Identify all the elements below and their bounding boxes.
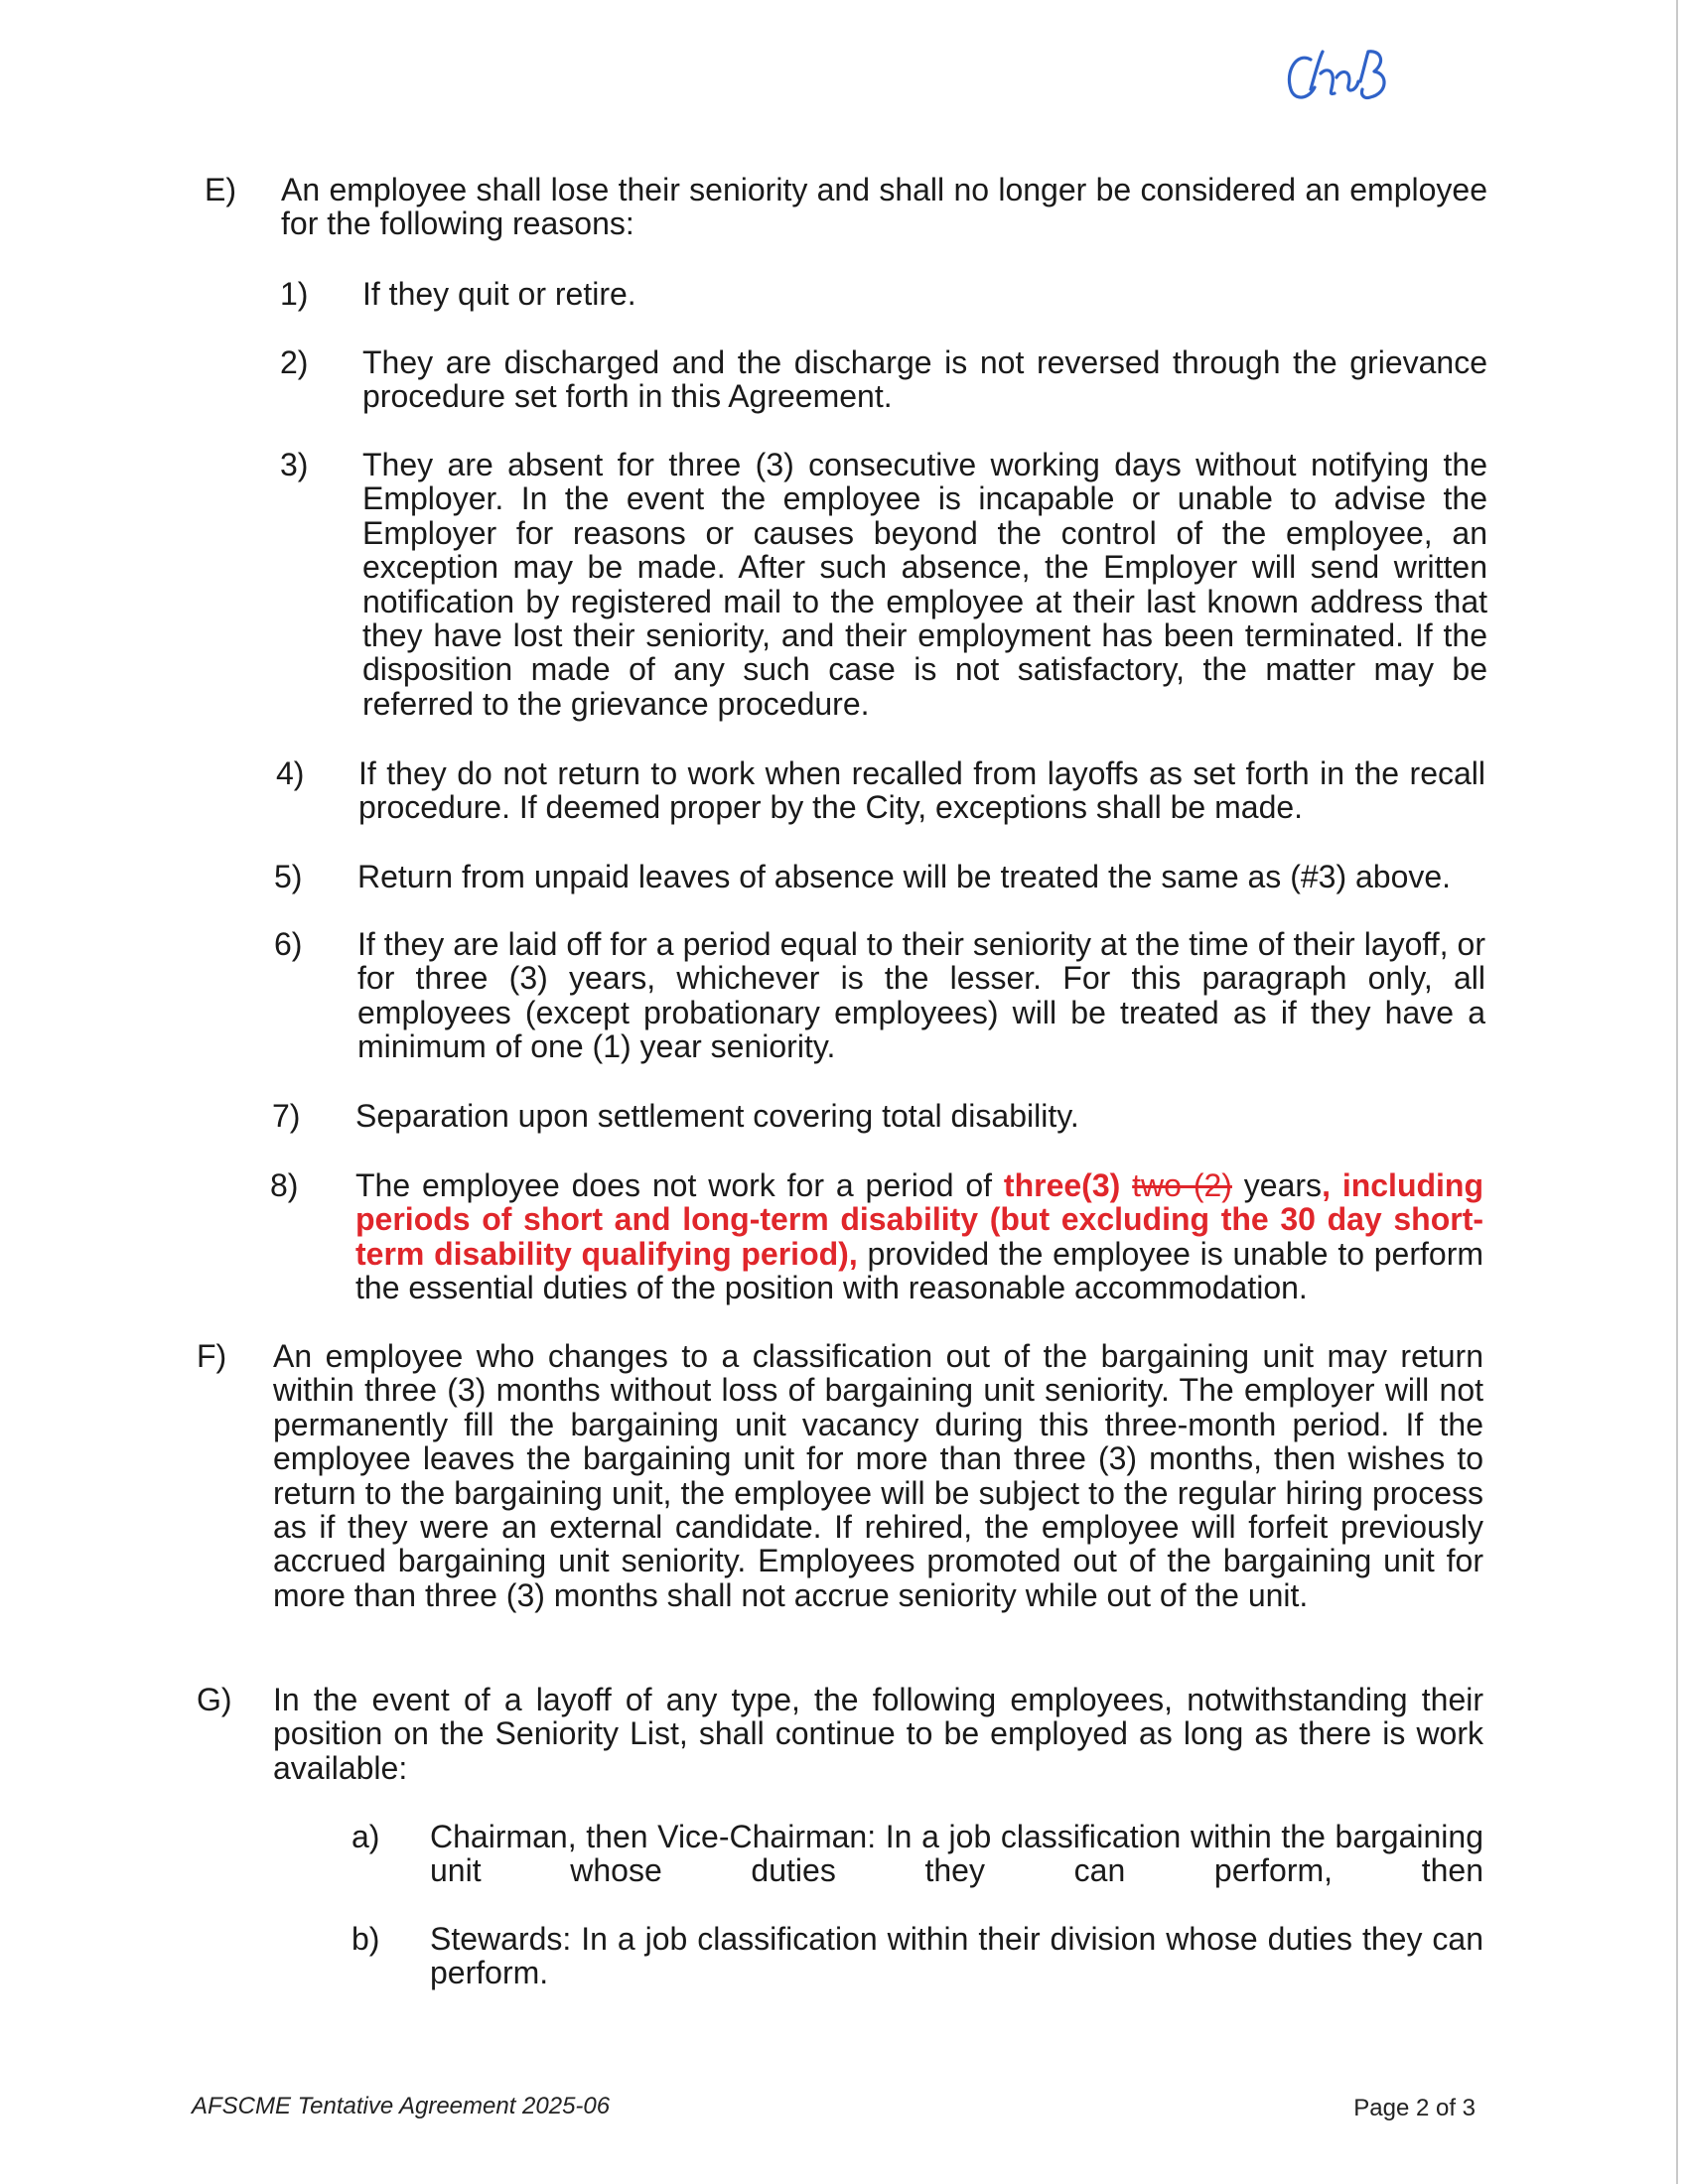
item-text: Return from unpaid leaves of absence will be treated the same as (#3) above. xyxy=(357,859,1452,894)
item-label: 3) xyxy=(280,447,309,482)
section-f xyxy=(197,1339,1483,1612)
list-item-e2 xyxy=(280,345,1487,414)
item-text-part: The employee does not work for a period of xyxy=(355,1167,1004,1203)
scan-edge-line xyxy=(1676,0,1678,2184)
item-text: They are absent for three (3) consecutive working days without notifying the Employer. In the event the employee is incapable or unable to advise the Employer for reasons or causes beyond the control of the employee, an exception may be made. After such absence, the Employer will send written notification by registered mail to the employee at their last known address that they have lost their seniority, and their employment has been terminated. If the disposition made of any such case is not satisfactory, the matter may be referred to the grievance procedure. xyxy=(362,447,1487,722)
deleted-text: two (2) xyxy=(1132,1167,1232,1203)
item-text: If they do not return to work when recalled from layoffs as set forth in the recall procedure. If deemed proper by the City, exceptions shall be made. xyxy=(358,755,1485,826)
list-item-e6 xyxy=(274,927,1485,1064)
section-g xyxy=(197,1683,1483,1785)
item-label: 6) xyxy=(274,926,303,962)
item-label: 7) xyxy=(272,1098,301,1134)
item-text: They are discharged and the discharge is not reversed through the grievance procedure set forth in this Agreement. xyxy=(362,344,1487,415)
inserted-text: three(3) xyxy=(1003,1167,1121,1203)
list-item-e3 xyxy=(280,448,1487,721)
list-item-e5 xyxy=(274,860,1485,893)
section-e-label: E) xyxy=(205,172,236,207)
section-e-text: An employee shall lose their seniority and shall no longer be considered an employee for the following reasons: xyxy=(281,172,1487,242)
list-item-e1 xyxy=(280,277,1487,311)
item-label: b) xyxy=(352,1921,380,1957)
item-text: If they quit or retire. xyxy=(362,276,636,312)
handwritten-initials xyxy=(1277,38,1406,127)
item-label: 8) xyxy=(270,1167,299,1203)
item-label: a) xyxy=(352,1819,380,1854)
list-item-gb xyxy=(352,1922,1483,1990)
item-text-part: provided the employee is unable to perform the essential duties of the position with reasonable accommodation. xyxy=(355,1235,1484,1306)
section-g-label: G) xyxy=(197,1682,232,1717)
list-item-ga xyxy=(352,1820,1483,1888)
item-label: 2) xyxy=(280,344,309,380)
item-text: If they are laid off for a period equal to their seniority at the time of their layoff, or for three (3) years, whichever is the lesser. For this paragraph only, all employees (except probationary employees) will be treated as if they have a minimum of one (1) year seniority. xyxy=(357,926,1485,1065)
item-text: Separation upon settlement covering total disability. xyxy=(355,1098,1079,1134)
inserted-text: , including periods of short and long-term disability (but excluding the 30 day short-term disability qualifying period), xyxy=(355,1167,1484,1272)
section-f-text: An employee who changes to a classification out of the bargaining unit may return within three (3) months without loss of bargaining unit seniority. The employer will not permanently fill the bargaining unit vacancy during this three-month period. If the employee leaves the bargaining unit for more than three (3) months, then wishes to return to the bargaining unit, the employee will be subject to the regular hiring process as if they were an external candidate. If rehired, the employee will forfeit previously accrued bargaining unit seniority. Employees promoted out of the bargaining unit for more than three (3) months shall not accrue seniority while out of the unit. xyxy=(273,1338,1483,1613)
footer-document-title: AFSCME Tentative Agreement 2025-06 xyxy=(192,2093,611,2119)
item-text: Chairman, then Vice-Chairman: In a job classification within the bargaining unit whose duties they can perform, then xyxy=(430,1819,1483,1889)
footer-page-number: Page 2 of 3 xyxy=(1353,2095,1476,2121)
section-g-text: In the event of a layoff of any type, the following employees, notwithstanding their position on the Seniority List, shall continue to be employed as long as there is work available: xyxy=(273,1682,1483,1786)
section-e xyxy=(205,173,1487,241)
list-item-e8 xyxy=(270,1168,1483,1305)
item-label: 1) xyxy=(280,276,309,312)
list-item-e7 xyxy=(272,1099,1485,1133)
item-label: 5) xyxy=(274,859,303,894)
item-text: Stewards: In a job classification within their division whose duties they can perform. xyxy=(430,1921,1483,1991)
item-text-redlined xyxy=(355,1168,1483,1305)
section-f-label: F) xyxy=(197,1338,227,1374)
list-item-e4 xyxy=(276,756,1485,825)
item-text-part: years xyxy=(1231,1167,1323,1203)
item-label: 4) xyxy=(276,755,305,791)
